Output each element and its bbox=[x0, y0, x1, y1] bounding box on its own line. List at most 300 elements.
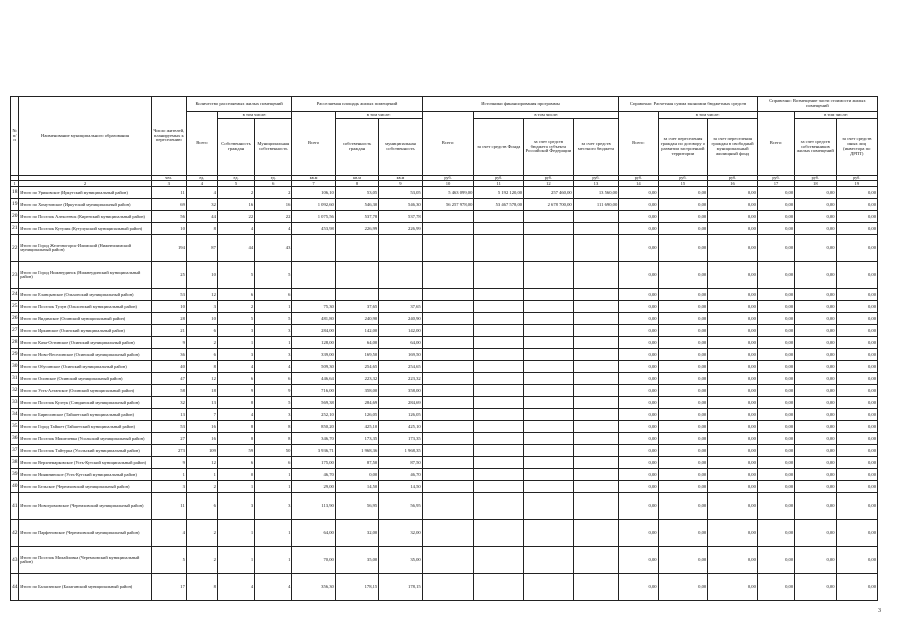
header-area-citizens: собственность граждан bbox=[335, 119, 378, 176]
table-cell: 11 bbox=[151, 187, 186, 199]
row-number: 20 bbox=[11, 211, 19, 223]
municipality-name: Итого по Парфеновское (Черемховский муниципальный район) bbox=[19, 520, 151, 547]
row-number: 23 bbox=[11, 262, 19, 289]
table-cell: 0,00 bbox=[658, 481, 708, 493]
table-cell: 0,00 bbox=[836, 337, 878, 349]
table-cell: 50 bbox=[255, 445, 292, 457]
table-cell: 0,00 bbox=[795, 301, 836, 313]
municipality-name: Итого по Кача-Остинское (Осинский муниципальный район) bbox=[19, 337, 151, 349]
table-cell: 3 bbox=[255, 493, 292, 520]
column-number: 6 bbox=[255, 181, 292, 187]
table-cell: 0,00 bbox=[795, 445, 836, 457]
table-cell: 284,69 bbox=[335, 397, 378, 409]
table-cell bbox=[422, 409, 474, 421]
table-cell: 0,00 bbox=[836, 373, 878, 385]
table-cell: 0,00 bbox=[658, 547, 708, 574]
table-cell: 0,00 bbox=[658, 325, 708, 337]
row-number: 29 bbox=[11, 349, 19, 361]
unit-cell: руб. bbox=[619, 176, 658, 181]
header-area-municipal: муниципальная собственность bbox=[379, 119, 422, 176]
table-cell bbox=[524, 421, 574, 433]
header-count-municipal: Муниципальная собственность bbox=[255, 119, 292, 176]
table-cell: 0,00 bbox=[658, 421, 708, 433]
table-cell: 8 bbox=[255, 421, 292, 433]
municipality-name: Итого по Бельское (Черемховский муниципальный район) bbox=[19, 481, 151, 493]
table-row bbox=[11, 289, 878, 301]
table-cell bbox=[573, 385, 619, 397]
row-number: 28 bbox=[11, 337, 19, 349]
table-cell: 6 bbox=[186, 349, 217, 361]
table-cell: 509,30 bbox=[292, 361, 335, 373]
table-cell: 425,10 bbox=[335, 421, 378, 433]
table-cell bbox=[474, 397, 524, 409]
table-cell bbox=[474, 337, 524, 349]
table-cell: 0,00 bbox=[836, 313, 878, 325]
table-cell: 6 bbox=[217, 373, 254, 385]
unit-cell: ед. bbox=[255, 176, 292, 181]
header-count-citizens: Собственность граждан bbox=[217, 119, 254, 176]
table-cell: 0,00 bbox=[619, 421, 658, 433]
table-cell bbox=[474, 445, 524, 457]
table-cell: 0,00 bbox=[708, 397, 758, 409]
header-compensation-other: за счет средств иных лиц (инвестора по ДРПТ) bbox=[836, 119, 878, 176]
table-cell bbox=[422, 433, 474, 445]
table-cell: 40 bbox=[151, 361, 186, 373]
table-cell: 10 bbox=[151, 223, 186, 235]
table-cell: 5 bbox=[217, 262, 254, 289]
table-cell: 0,00 bbox=[708, 301, 758, 313]
table-cell: 0,00 bbox=[658, 493, 708, 520]
table-cell: 0,00 bbox=[708, 262, 758, 289]
table-cell: 0,00 bbox=[795, 223, 836, 235]
column-number: 14 bbox=[619, 181, 658, 187]
header-group-count: Количество расселяемых жилых помещений bbox=[186, 97, 292, 112]
table-cell bbox=[573, 574, 619, 601]
table-row bbox=[11, 313, 878, 325]
row-number: 42 bbox=[11, 520, 19, 547]
table-cell: 56,95 bbox=[335, 493, 378, 520]
table-cell: 47 bbox=[151, 373, 186, 385]
table-cell: 109 bbox=[186, 445, 217, 457]
table-cell: 425,10 bbox=[379, 421, 422, 433]
table-cell bbox=[524, 547, 574, 574]
column-number: 11 bbox=[474, 181, 524, 187]
table-cell: 0,00 bbox=[795, 235, 836, 262]
header-residents: Число жителей, планируемых к переселению bbox=[151, 97, 186, 176]
table-cell: 5 bbox=[255, 313, 292, 325]
table-cell: 25 bbox=[151, 262, 186, 289]
table-cell: 0,00 bbox=[795, 385, 836, 397]
table-cell: 0,00 bbox=[757, 349, 794, 361]
table-cell bbox=[474, 211, 524, 223]
table-cell: 6 bbox=[186, 493, 217, 520]
table-cell: 254,65 bbox=[335, 361, 378, 373]
table-cell: 0,00 bbox=[658, 313, 708, 325]
table-cell: 3 bbox=[217, 349, 254, 361]
table-cell bbox=[524, 457, 574, 469]
table-cell: 22 bbox=[255, 211, 292, 223]
table-cell: 6 bbox=[217, 457, 254, 469]
table-cell: 3 bbox=[217, 325, 254, 337]
table-cell bbox=[573, 235, 619, 262]
table-cell: 0,00 bbox=[795, 262, 836, 289]
header-area-incl: в том числе: bbox=[335, 112, 422, 119]
table-row bbox=[11, 397, 878, 409]
table-cell: 0,00 bbox=[757, 361, 794, 373]
header-compensation-incl: в том числе: bbox=[795, 112, 878, 119]
table-cell: 58 bbox=[151, 385, 186, 397]
table-cell: 0,00 bbox=[708, 199, 758, 211]
table-cell: 0,00 bbox=[795, 409, 836, 421]
unit-cell: руб. bbox=[573, 176, 619, 181]
header-source-local: за счет средств местного бюджета bbox=[573, 119, 619, 176]
table-cell bbox=[335, 235, 378, 262]
column-number: 19 bbox=[836, 181, 878, 187]
table-row bbox=[11, 421, 878, 433]
table-cell: 2 bbox=[255, 187, 292, 199]
table-cell: 35,00 bbox=[335, 547, 378, 574]
table-row bbox=[11, 385, 878, 397]
table-cell bbox=[422, 421, 474, 433]
table-cell: 10 bbox=[151, 301, 186, 313]
row-number: 43 bbox=[11, 547, 19, 574]
table-cell: 8 bbox=[255, 433, 292, 445]
table-cell: 12 bbox=[186, 289, 217, 301]
table-cell bbox=[474, 313, 524, 325]
table-cell: 0,00 bbox=[795, 349, 836, 361]
header-group-area: Расселяемая площадь жилых помещений bbox=[292, 97, 422, 112]
header-source-fund: за счет средств Фонда bbox=[474, 119, 524, 176]
table-cell bbox=[474, 421, 524, 433]
table-cell: 0,00 bbox=[619, 223, 658, 235]
unit-cell: руб. bbox=[422, 176, 474, 181]
table-cell: 0,00 bbox=[619, 373, 658, 385]
table-cell: 0,00 bbox=[757, 313, 794, 325]
table-cell bbox=[524, 397, 574, 409]
table-cell: 0,00 bbox=[708, 349, 758, 361]
table-cell: 75,30 bbox=[292, 301, 335, 313]
table-cell: 4 bbox=[255, 223, 292, 235]
row-number: 32 bbox=[11, 385, 19, 397]
municipality-name: Итого по Усть-Алтанское (Осинский муниципальный район) bbox=[19, 385, 151, 397]
table-cell: 1 bbox=[255, 301, 292, 313]
table-cell bbox=[524, 445, 574, 457]
table-cell: 1 bbox=[151, 469, 186, 481]
table-cell: 0,00 bbox=[708, 373, 758, 385]
page-number: 3 bbox=[878, 608, 881, 614]
table-header bbox=[11, 97, 878, 187]
table-cell bbox=[474, 301, 524, 313]
row-number: 21 bbox=[11, 223, 19, 235]
table-cell: 87,50 bbox=[379, 457, 422, 469]
table-cell: 0,00 bbox=[757, 457, 794, 469]
column-number: 5 bbox=[217, 181, 254, 187]
table-cell: 0,00 bbox=[335, 469, 378, 481]
table-cell bbox=[422, 301, 474, 313]
table-cell bbox=[524, 469, 574, 481]
table-cell bbox=[573, 211, 619, 223]
table-cell: 1 bbox=[217, 547, 254, 574]
table-cell: 284,69 bbox=[379, 397, 422, 409]
table-cell: 0,00 bbox=[658, 469, 708, 481]
table-cell: 546,30 bbox=[335, 199, 378, 211]
table-cell: 12 bbox=[186, 373, 217, 385]
table-cell bbox=[573, 289, 619, 301]
column-number: 17 bbox=[757, 181, 794, 187]
row-number: 26 bbox=[11, 313, 19, 325]
municipality-name: Итого по Хомутовское (Иркутский муниципальный район) bbox=[19, 199, 151, 211]
table-cell: 0,00 bbox=[795, 520, 836, 547]
table-cell: 0,00 bbox=[757, 235, 794, 262]
table-cell: 0,00 bbox=[708, 421, 758, 433]
table-cell: 1 092,60 bbox=[292, 199, 335, 211]
table-cell bbox=[422, 493, 474, 520]
table-row bbox=[11, 337, 878, 349]
table-cell: 0,00 bbox=[757, 481, 794, 493]
table-cell: 339,00 bbox=[292, 349, 335, 361]
table-cell: 36 bbox=[151, 349, 186, 361]
table-cell: 0,00 bbox=[836, 469, 878, 481]
header-source-subject: за счет средств бюджета субъекта Российской Федерации bbox=[524, 119, 574, 176]
table-cell: 0,00 bbox=[757, 433, 794, 445]
table-cell bbox=[524, 520, 574, 547]
unit-cell: руб. bbox=[658, 176, 708, 181]
table-cell bbox=[335, 262, 378, 289]
table-row bbox=[11, 361, 878, 373]
table-cell bbox=[379, 262, 422, 289]
table-row bbox=[11, 325, 878, 337]
table-cell: 128,00 bbox=[292, 337, 335, 349]
table-cell: 0,00 bbox=[619, 547, 658, 574]
table-row bbox=[11, 547, 878, 574]
table-row bbox=[11, 187, 878, 199]
table-cell: 0,00 bbox=[708, 223, 758, 235]
table-row bbox=[11, 445, 878, 457]
table-cell: 284,00 bbox=[292, 325, 335, 337]
row-number: 44 bbox=[11, 574, 19, 601]
table-cell: 0,00 bbox=[795, 289, 836, 301]
table-cell: 111 690,00 bbox=[573, 199, 619, 211]
table-cell: 0,00 bbox=[757, 547, 794, 574]
table-cell: 0,00 bbox=[708, 547, 758, 574]
municipality-name: Итого по Поселок Култук (Слюдянский муниципальный район) bbox=[19, 397, 151, 409]
table-cell: 70,00 bbox=[292, 547, 335, 574]
table-row bbox=[11, 262, 878, 289]
table-cell: 3 bbox=[255, 325, 292, 337]
column-number: 12 bbox=[524, 181, 574, 187]
table-cell: 5 bbox=[151, 547, 186, 574]
table-cell: 0,00 bbox=[708, 325, 758, 337]
table-cell: 142,00 bbox=[379, 325, 422, 337]
table-cell bbox=[474, 289, 524, 301]
table-cell: 0,00 bbox=[619, 349, 658, 361]
table-cell bbox=[474, 469, 524, 481]
table-cell: 32 bbox=[186, 199, 217, 211]
table-cell: 1 bbox=[255, 337, 292, 349]
table-cell: 0,00 bbox=[619, 199, 658, 211]
column-number: 1 bbox=[11, 181, 19, 187]
table-cell: 0,00 bbox=[619, 313, 658, 325]
table-cell: 13 bbox=[186, 397, 217, 409]
table-cell: 6 bbox=[255, 289, 292, 301]
table-cell: 2 bbox=[186, 481, 217, 493]
table-cell: 716,00 bbox=[292, 385, 335, 397]
table-cell: 0,00 bbox=[836, 433, 878, 445]
unit-cell: руб. bbox=[795, 176, 836, 181]
table-cell bbox=[524, 235, 574, 262]
municipality-name: Итого по Видимское (Осинский муниципальный район) bbox=[19, 313, 151, 325]
column-number: 4 bbox=[186, 181, 217, 187]
table-cell bbox=[474, 325, 524, 337]
table-cell: 0,00 bbox=[708, 445, 758, 457]
column-number: 7 bbox=[292, 181, 335, 187]
table-cell bbox=[422, 397, 474, 409]
table-cell: 106,10 bbox=[292, 187, 335, 199]
table-cell bbox=[422, 262, 474, 289]
table-cell: 546,30 bbox=[379, 199, 422, 211]
table-cell: 0,00 bbox=[757, 421, 794, 433]
table-cell: 0,00 bbox=[619, 397, 658, 409]
table-cell: 0,00 bbox=[708, 235, 758, 262]
municipality-name: Итого по Верхнемарковское (Усть-Кутский муниципальный район) bbox=[19, 457, 151, 469]
row-number: 31 bbox=[11, 373, 19, 385]
table-cell: 4 bbox=[217, 361, 254, 373]
table-cell: 257 460,00 bbox=[524, 187, 574, 199]
table-cell: 3 bbox=[217, 493, 254, 520]
table-cell: 27 bbox=[151, 433, 186, 445]
column-number: 10 bbox=[422, 181, 474, 187]
table-cell: 43 bbox=[255, 235, 292, 262]
header-savings-total: Всего: bbox=[619, 112, 658, 176]
table-cell: 0,00 bbox=[757, 187, 794, 199]
table-cell: 175,00 bbox=[292, 457, 335, 469]
table-cell bbox=[573, 457, 619, 469]
table-cell: 0,00 bbox=[708, 337, 758, 349]
municipality-name: Итого по Ниямнинское (Усть-Кутский муниципальный район) bbox=[19, 469, 151, 481]
unit-cell: руб. bbox=[836, 176, 878, 181]
table-cell: 1 968,36 bbox=[335, 445, 378, 457]
table-cell: 0 bbox=[217, 469, 254, 481]
table-cell: 3 bbox=[255, 349, 292, 361]
column-number: 2 bbox=[19, 181, 151, 187]
table-row bbox=[11, 457, 878, 469]
table-cell: 3 bbox=[255, 409, 292, 421]
table-cell: 2 678 700,00 bbox=[524, 199, 574, 211]
table-cell: 0,00 bbox=[757, 199, 794, 211]
table-cell: 126,05 bbox=[379, 409, 422, 421]
table-cell bbox=[524, 313, 574, 325]
table-cell: 6 bbox=[255, 457, 292, 469]
header-compensation-total: Всего: bbox=[757, 112, 794, 176]
table-cell: 0,00 bbox=[757, 520, 794, 547]
table-cell: 0,00 bbox=[795, 433, 836, 445]
table-cell bbox=[422, 373, 474, 385]
table-cell: 569,38 bbox=[292, 397, 335, 409]
table-cell: 0,00 bbox=[836, 235, 878, 262]
table-cell: 0,00 bbox=[795, 187, 836, 199]
table-cell: 53,05 bbox=[335, 187, 378, 199]
table-cell: 87 bbox=[186, 235, 217, 262]
table-cell bbox=[422, 211, 474, 223]
table-cell: 53 467 578,00 bbox=[474, 199, 524, 211]
table-cell: 2 bbox=[217, 301, 254, 313]
table-cell: 5 bbox=[255, 262, 292, 289]
table-cell: 1 bbox=[217, 337, 254, 349]
table-cell: 0,00 bbox=[795, 493, 836, 520]
header-group-savings: Справочно: Расчетная сумма экономии бюджетных средств bbox=[619, 97, 758, 112]
table-cell bbox=[524, 211, 574, 223]
table-cell: 0,00 bbox=[757, 223, 794, 235]
table-cell bbox=[524, 325, 574, 337]
table-cell: 0,00 bbox=[619, 361, 658, 373]
table-cell: 0,00 bbox=[795, 361, 836, 373]
table-cell: 0,00 bbox=[658, 409, 708, 421]
table-cell: 0,00 bbox=[757, 445, 794, 457]
table-cell: 0,00 bbox=[757, 301, 794, 313]
table-cell: 0,00 bbox=[836, 397, 878, 409]
table-cell: 6 bbox=[186, 325, 217, 337]
table-cell: 53,05 bbox=[379, 187, 422, 199]
table-cell: 0,00 bbox=[836, 223, 878, 235]
unit-cell: кв.м bbox=[292, 176, 335, 181]
row-number: 27 bbox=[11, 325, 19, 337]
table-cell bbox=[422, 289, 474, 301]
table-cell: 22 bbox=[217, 211, 254, 223]
table-cell: 87,50 bbox=[335, 457, 378, 469]
header-savings-free: за счет переселения граждан в свободный муниципальный жилищный фонд bbox=[708, 119, 758, 176]
table-cell: 0,00 bbox=[708, 289, 758, 301]
table-cell: 0,00 bbox=[619, 262, 658, 289]
table-cell bbox=[474, 349, 524, 361]
table-cell: 8 bbox=[217, 433, 254, 445]
table-cell bbox=[573, 262, 619, 289]
table-cell bbox=[573, 421, 619, 433]
header-savings-incl: в том числе: bbox=[658, 112, 757, 119]
table-cell: 0,00 bbox=[836, 199, 878, 211]
table-cell: 0,00 bbox=[619, 493, 658, 520]
unit-cell: кв.м bbox=[335, 176, 378, 181]
table-cell: 0,00 bbox=[836, 325, 878, 337]
header-count-total: Всего bbox=[186, 112, 217, 176]
table-cell: 32,00 bbox=[335, 520, 378, 547]
municipality-name: Итого по Иркинское (Осинский муниципальный район) bbox=[19, 325, 151, 337]
table-cell: 0,00 bbox=[795, 457, 836, 469]
table-cell bbox=[474, 361, 524, 373]
table-cell: 0,00 bbox=[708, 361, 758, 373]
table-cell: 0,00 bbox=[708, 409, 758, 421]
table-cell: 453,98 bbox=[292, 223, 335, 235]
column-number: 9 bbox=[379, 181, 422, 187]
table-cell: 9 bbox=[255, 385, 292, 397]
table-cell bbox=[524, 301, 574, 313]
table-cell: 7 bbox=[186, 409, 217, 421]
table-cell bbox=[524, 493, 574, 520]
table-cell: 3 bbox=[186, 301, 217, 313]
table-cell: 0,00 bbox=[836, 187, 878, 199]
table-cell: 0,00 bbox=[795, 421, 836, 433]
table-cell: 64,00 bbox=[335, 337, 378, 349]
table-row bbox=[11, 520, 878, 547]
table-cell: 8 bbox=[186, 223, 217, 235]
table-cell bbox=[524, 409, 574, 421]
table-cell: 0,00 bbox=[619, 325, 658, 337]
column-number: 13 bbox=[573, 181, 619, 187]
table-cell: 59 bbox=[217, 445, 254, 457]
table-cell bbox=[474, 223, 524, 235]
table-cell: 9 bbox=[151, 457, 186, 469]
table-cell: 0,00 bbox=[619, 574, 658, 601]
table-cell: 173,35 bbox=[335, 433, 378, 445]
